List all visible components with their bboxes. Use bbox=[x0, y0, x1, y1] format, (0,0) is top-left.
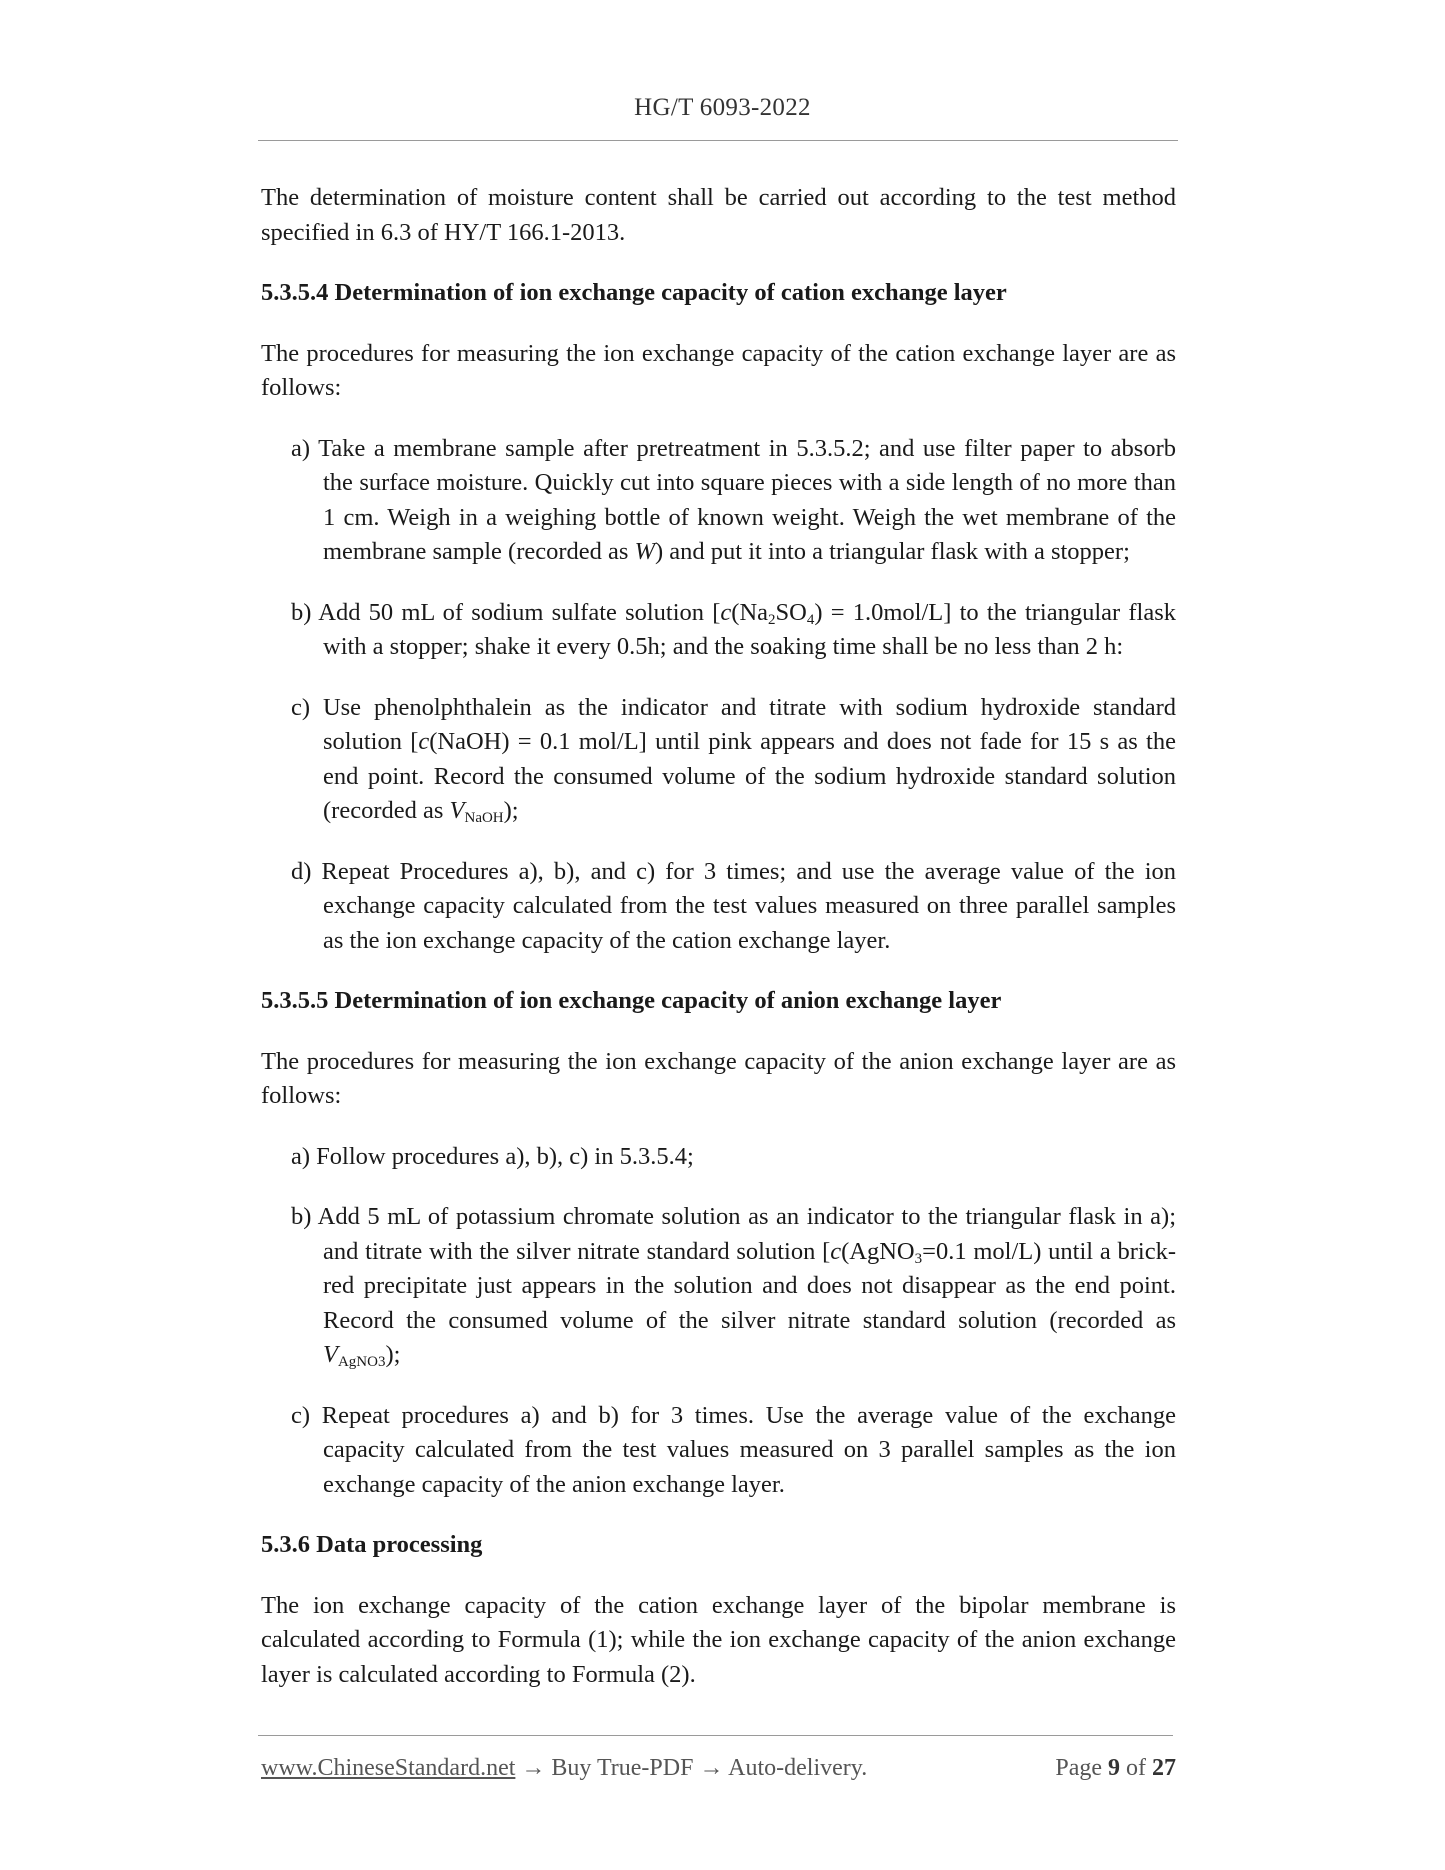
section-5354-heading: 5.3.5.4 Determination of ion exchange capacity of cation exchange layer bbox=[261, 279, 1007, 306]
moisture-paragraph: The determination of moisture content shall be carried out according to the test method specified in 6.3 of HY/T 166.1-2013. bbox=[261, 184, 1176, 246]
procedure-5354-c: c) Use phenolphthalein as the indicator and titrate with sodium hydroxide standard solution [c(NaOH) = 0.1 mol/L] until pink appears and does not fade for 15 s as the end point. Record the consumed volume of the sodium hydroxide standard solution (recorded as $V_{NaOH}$); bbox=[291, 693, 1176, 826]
procedure-5354-d: d) Repeat Procedures a), b), and c) for 3 times; and use the average value of the ion exchange capacity calculated from the test values measured on three parallel samples as the ion exchange capacity of the cation exchange layer. bbox=[291, 857, 1176, 954]
footer-divider bbox=[258, 1735, 1173, 1736]
arrow-icon: → bbox=[515, 1755, 552, 1781]
procedure-5355-b: b) Add 5 mL of potassium chromate solution as an indicator to the triangular flask in a); and titrate with the silver nitrate standard solution [c(AgNO$_3$=0.1 mol/L) until a brick-red precipitate just appears in the solution and does not disappear as the end point. Record the consumed volume of the silver nitrate standard solution (recorded as $V_{AgNO3}$); bbox=[291, 1203, 1176, 1370]
footer-promo bbox=[261, 1755, 867, 1782]
section-5354-lead: The procedures for measuring the ion exchange capacity of the cation exchange layer are as follows: bbox=[261, 339, 1176, 401]
current-page: 9 bbox=[1108, 1755, 1120, 1781]
document-code-header: HG/T 6093-2022 bbox=[634, 94, 811, 121]
procedure-5354-a: a) Take a membrane sample after pretreatment in 5.3.5.2; and use filter paper to absorb the surface moisture. Quickly cut into square pieces with a side length of no more than 1 cm. Weigh in a weighing bottle of known weight. Weigh the wet membrane of the membrane sample (recorded as W) and put it into a triangular flask with a stopper; bbox=[291, 434, 1176, 565]
header-divider bbox=[258, 140, 1178, 141]
procedure-5354-b: b) Add 50 mL of sodium sulfate solution $[c(Na_2SO_4) = 1.0mol/L]$ to the triangular flask with a stopper; shake it every 0.5h; and the soaking time shall be no less than 2 h: bbox=[291, 598, 1177, 660]
section-536-heading: 5.3.6 Data processing bbox=[261, 1531, 483, 1558]
buy-pdf-text: Buy True-PDF bbox=[551, 1755, 694, 1781]
auto-delivery-text: Auto-delivery. bbox=[728, 1755, 868, 1781]
section-5355-heading: 5.3.5.5 Determination of ion exchange capacity of anion exchange layer bbox=[261, 987, 1002, 1014]
site-link[interactable]: www.ChineseStandard.net bbox=[261, 1755, 516, 1781]
section-5355-lead: The procedures for measuring the ion exchange capacity of the anion exchange layer are as follows: bbox=[261, 1047, 1176, 1109]
total-pages: 27 bbox=[1152, 1755, 1176, 1781]
page-footer bbox=[261, 1755, 1176, 1787]
procedure-5355-c: c) Repeat procedures a) and b) for 3 times. Use the average value of the exchange capacity calculated from the test values measured on 3 parallel samples as the ion exchange capacity of the anion exchange layer. bbox=[291, 1401, 1176, 1498]
arrow-icon: → bbox=[693, 1755, 729, 1781]
page-number: Page 9 of 27 bbox=[1055, 1755, 1176, 1781]
page-content bbox=[261, 181, 1176, 1718]
data-processing-paragraph: The ion exchange capacity of the cation exchange layer of the bipolar membrane is calculated according to Formula (1); while the ion exchange capacity of the anion exchange layer is calculated according to Formula (2). bbox=[261, 1591, 1176, 1688]
procedure-5355-a: a) Follow procedures a), b), c) in 5.3.5.4; bbox=[291, 1142, 694, 1170]
